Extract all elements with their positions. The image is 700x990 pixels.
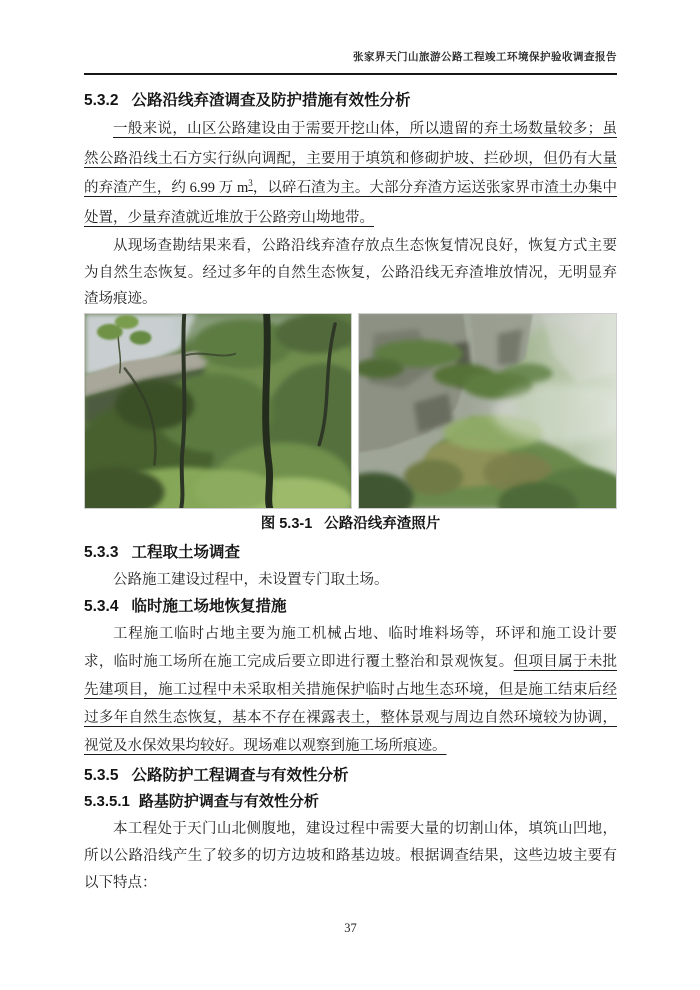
header-rule: [84, 73, 617, 75]
section-number: 5.3.5: [84, 767, 119, 784]
paragraph-site-survey: 从现场查勘结果来看，公路沿线弃渣存放点生态恢复情况良好，恢复方式主要为自然生态恢复。经过多年的自然生态恢复，公路沿线无弃渣堆放情况，无明显弃渣场痕迹。: [84, 238, 617, 307]
paragraph-temp-site-restoration: [84, 620, 617, 760]
section-title: 路基防护调查与有效性分析: [138, 793, 319, 810]
photo-roadside-debris-cliff-right: [358, 313, 617, 509]
section-number: 5.3.4: [84, 598, 119, 615]
page-number: 37: [344, 921, 357, 935]
paragraph-text: 工程施工临时占地主要为施工机械占地、临时堆料场等，环评和施工设计要求，临时施工场所在施工完成后要立即进行覆土整治和景观恢复。: [84, 626, 617, 670]
section-number: 5.3.5.1: [84, 793, 130, 810]
section-heading-5-3-2: [84, 88, 617, 110]
section-heading-5-3-5: [84, 763, 617, 785]
section-title: 公路沿线弃渣调查及防护措施有效性分析: [131, 92, 411, 109]
section-number: 5.3.3: [84, 544, 119, 561]
paragraph-underlined-text: 但项目属于未批先建项目，施工过程中未采取相关措施保护临时占地生态环境，但是施工结束后经过多年自然生态恢复，基本不存在裸露表土，整体景观与周边自然环境较为协调，视觉及水保效果均较好。现场难以观察到施工场所痕迹。: [84, 654, 618, 754]
figure-caption: [84, 512, 617, 533]
figure-caption-text: 公路沿线弃渣照片: [324, 516, 441, 532]
section-heading-5-3-3: [84, 540, 617, 562]
section-heading-5-3-4: [84, 594, 617, 616]
section-number: 5.3.2: [84, 92, 119, 109]
photo-left-illustration: [85, 314, 351, 508]
section-title: 公路防护工程调查与有效性分析: [131, 767, 349, 784]
paragraph-slope-protection: 本工程处于天门山北侧腹地，建设过程中需要大量的切割山体，填筑山凹地，所以公路沿线产生了较多的切方边坡和路基边坡。根据调查结果，这些边坡主要有以下特点：: [84, 821, 617, 891]
page-content: [84, 0, 617, 990]
photo-right-illustration: [359, 314, 616, 508]
figure-caption-label: 图 5.3-1: [260, 516, 313, 532]
paragraph-text: 一般来说，山区公路建设由于需要开挖山体，所以遗留的弃土场数量较多；虽然公路沿线土石方实行纵向调配，主要用于填筑和修砌护坡、拦砂坝，但仍有大量的弃渣产生，约 6.99 万 m: [84, 121, 617, 196]
figure-photos: [84, 313, 617, 509]
paragraph-debris-overview: [84, 115, 617, 233]
paragraph-borrow-pit: 公路施工建设过程中，未设置专门取土场。: [113, 572, 389, 588]
paragraph-text: ，以碎石渣为主。大部分弃渣方运送张家界市渣土办集中处置，少量弃渣就近堆放于公路旁山坳地带。: [84, 180, 618, 226]
running-header: 张家界天门山旅游公路工程竣工环境保护验收调查报告: [353, 51, 617, 63]
superscript-cubic: 3: [248, 178, 253, 189]
section-heading-5-3-5-1: [84, 790, 617, 811]
photo-roadside-debris-vegetation-left: [84, 313, 352, 509]
section-title: 工程取土场调查: [131, 544, 240, 561]
section-title: 临时施工场地恢复措施: [131, 598, 287, 615]
